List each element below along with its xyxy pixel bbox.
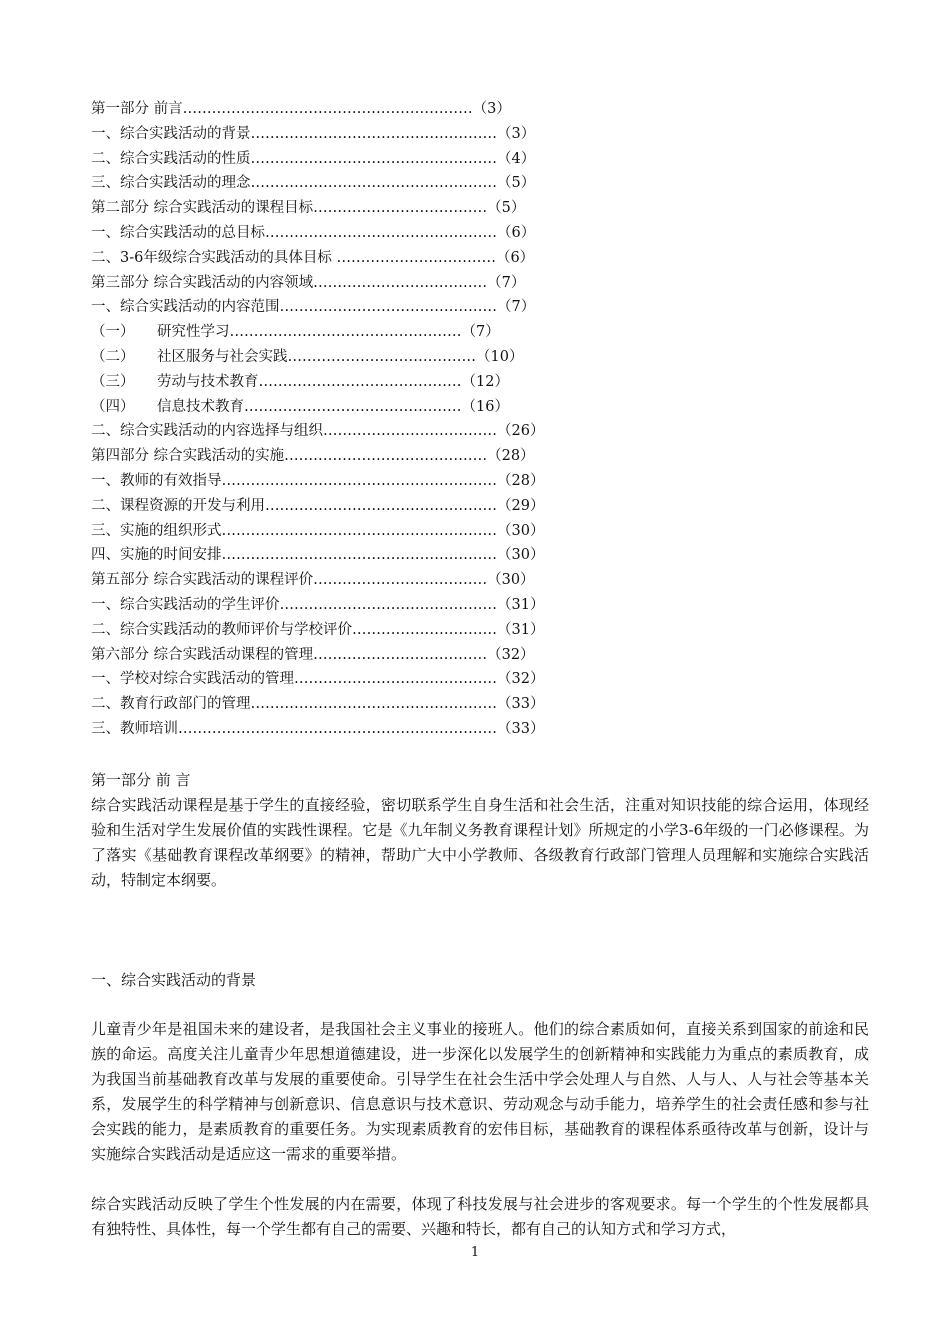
toc-entry [91, 395, 871, 420]
toc-entry-text: 第二部分 综合实践活动的课程目标………………………………（5） [91, 200, 526, 217]
toc-entry-text: 社区服务与社会实践…………………………………（10） [157, 348, 524, 365]
toc-entry [91, 667, 871, 692]
table-of-contents [91, 97, 871, 742]
section1-heading: 一、综合实践活动的背景 [91, 971, 257, 989]
toc-entry-text: 第三部分 综合实践活动的内容领域………………………………（7） [91, 274, 526, 291]
toc-entry-text: 四、实施的时间安排…………………………………………………（30） [91, 547, 545, 564]
toc-entry-text: 第五部分 综合实践活动的课程评价………………………………（30） [91, 572, 535, 589]
toc-entry [91, 543, 871, 568]
toc-entry [91, 692, 871, 717]
toc-entry [91, 444, 871, 469]
toc-entry-index: （一） [91, 324, 135, 341]
toc-entry-text: 一、综合实践活动的内容范围………………………………………（7） [91, 299, 536, 316]
toc-entry-text: 第四部分 综合实践活动的实施……………………………………（28） [91, 448, 535, 465]
toc-entry [91, 717, 871, 742]
toc-entry-text: 研究性学习…………………………………………（7） [157, 324, 500, 341]
toc-entry-text: 第一部分 前言……………………………………………………（3） [91, 101, 511, 117]
toc-entry [91, 295, 871, 320]
part1-heading: 第一部分 前 言 [91, 771, 191, 789]
toc-entry-text: 一、综合实践活动的背景……………………………………………（3） [91, 125, 536, 142]
toc-entry-text: 二、综合实践活动的内容选择与组织………………………………（26） [91, 423, 545, 440]
toc-entry [91, 171, 871, 196]
toc-entry-index: （四） [91, 398, 135, 415]
toc-entry [91, 593, 871, 618]
toc-entry [91, 568, 871, 593]
toc-entry-text: 一、教师的有效指导…………………………………………………（28） [91, 472, 545, 489]
toc-entry [91, 345, 871, 370]
toc-entry [91, 618, 871, 643]
toc-entry [91, 494, 871, 519]
toc-entry-index: （二） [91, 348, 135, 365]
toc-entry [91, 469, 871, 494]
toc-entry-text: 三、实施的组织形式…………………………………………………（30） [91, 522, 545, 539]
toc-entry-text: 三、综合实践活动的理念……………………………………………（5） [91, 175, 536, 192]
toc-entry-text: 一、综合实践活动的学生评价………………………………………（31） [91, 596, 545, 613]
toc-entry [91, 246, 871, 271]
toc-entry [91, 221, 871, 246]
toc-entry-text: 信息技术教育………………………………………（16） [157, 398, 509, 415]
toc-entry [91, 519, 871, 544]
toc-entry [91, 147, 871, 172]
toc-entry [91, 196, 871, 221]
toc-entry-text: 劳动与技术教育……………………………………（12） [157, 373, 509, 390]
toc-entry-text: 二、课程资源的开发与利用…………………………………………（29） [91, 497, 545, 514]
toc-entry [91, 419, 871, 444]
toc-entry-index: （三） [91, 373, 135, 390]
toc-entry-text: 第六部分 综合实践活动课程的管理………………………………（32） [91, 646, 535, 663]
section1-paragraph-1: 儿童青少年是祖国未来的建设者，是我国社会主义事业的接班人。他们的综合素质如何，直接关系到国家的前途和民族的命运。高度关注儿童青少年思想道德建设，进一步深化以发展学生的创新精神和实践能力为重点的素质教育，成为我国当前基础教育改革与发展的重要使命。引导学生在社会生活中学会处理人与自然、人与人、人与社会等基本关系，发展学生的科学精神与创新意识、信息意识与技术意识、劳动观念与动手能力，培养学生的社会责任感和参与社会实践的能力，是素质教育的重要任务。为实现素质教育的宏伟目标，基础教育的课程体系亟待改革与创新，设计与实施综合实践活动是适应这一需求的重要举措。 [91, 1020, 869, 1163]
toc-entry-text: 二、3-6年级综合实践活动的具体目标 ……………………………（6） [91, 249, 535, 266]
page-number: 1 [470, 1245, 480, 1260]
toc-entry-text: 二、教育行政部门的管理……………………………………………（33） [91, 696, 545, 713]
toc-entry [91, 320, 871, 345]
toc-entry [91, 370, 871, 395]
toc-entry-text: 二、综合实践活动的性质……………………………………………（4） [91, 150, 536, 167]
toc-entry-text: 一、综合实践活动的总目标…………………………………………（6） [91, 224, 536, 241]
toc-entry [91, 97, 871, 122]
toc-entry-text: 二、综合实践活动的教师评价与学校评价…………………………（31） [91, 621, 545, 638]
toc-entry [91, 643, 871, 668]
toc-entry-text: 三、教师培训…………………………………………………………（33） [91, 720, 545, 737]
section1-paragraph-2: 综合实践活动反映了学生个性发展的内在需要，体现了科技发展与社会进步的客观要求。每一个学生的个性发展都具有独特性、具体性，每一个学生都有自己的需要、兴趣和特长，都有自己的认知方式和学习方式， [91, 1195, 869, 1238]
toc-entry-text: 一、学校对综合实践活动的管理……………………………………（32） [91, 671, 545, 688]
part1-paragraph: 综合实践活动课程是基于学生的直接经验，密切联系学生自身生活和社会生活，注重对知识技能的综合运用，体现经验和生活对学生发展价值的实践性课程。它是《九年制义务教育课程计划》所规定的小学3-6年级的一门必修课程。为了落实《基础教育课程改革纲要》的精神，帮助广大中小学教师、各级教育行政部门管理人员理解和实施综合实践活动，特制定本纲要。 [91, 796, 869, 889]
toc-entry [91, 122, 871, 147]
toc-entry [91, 271, 871, 296]
